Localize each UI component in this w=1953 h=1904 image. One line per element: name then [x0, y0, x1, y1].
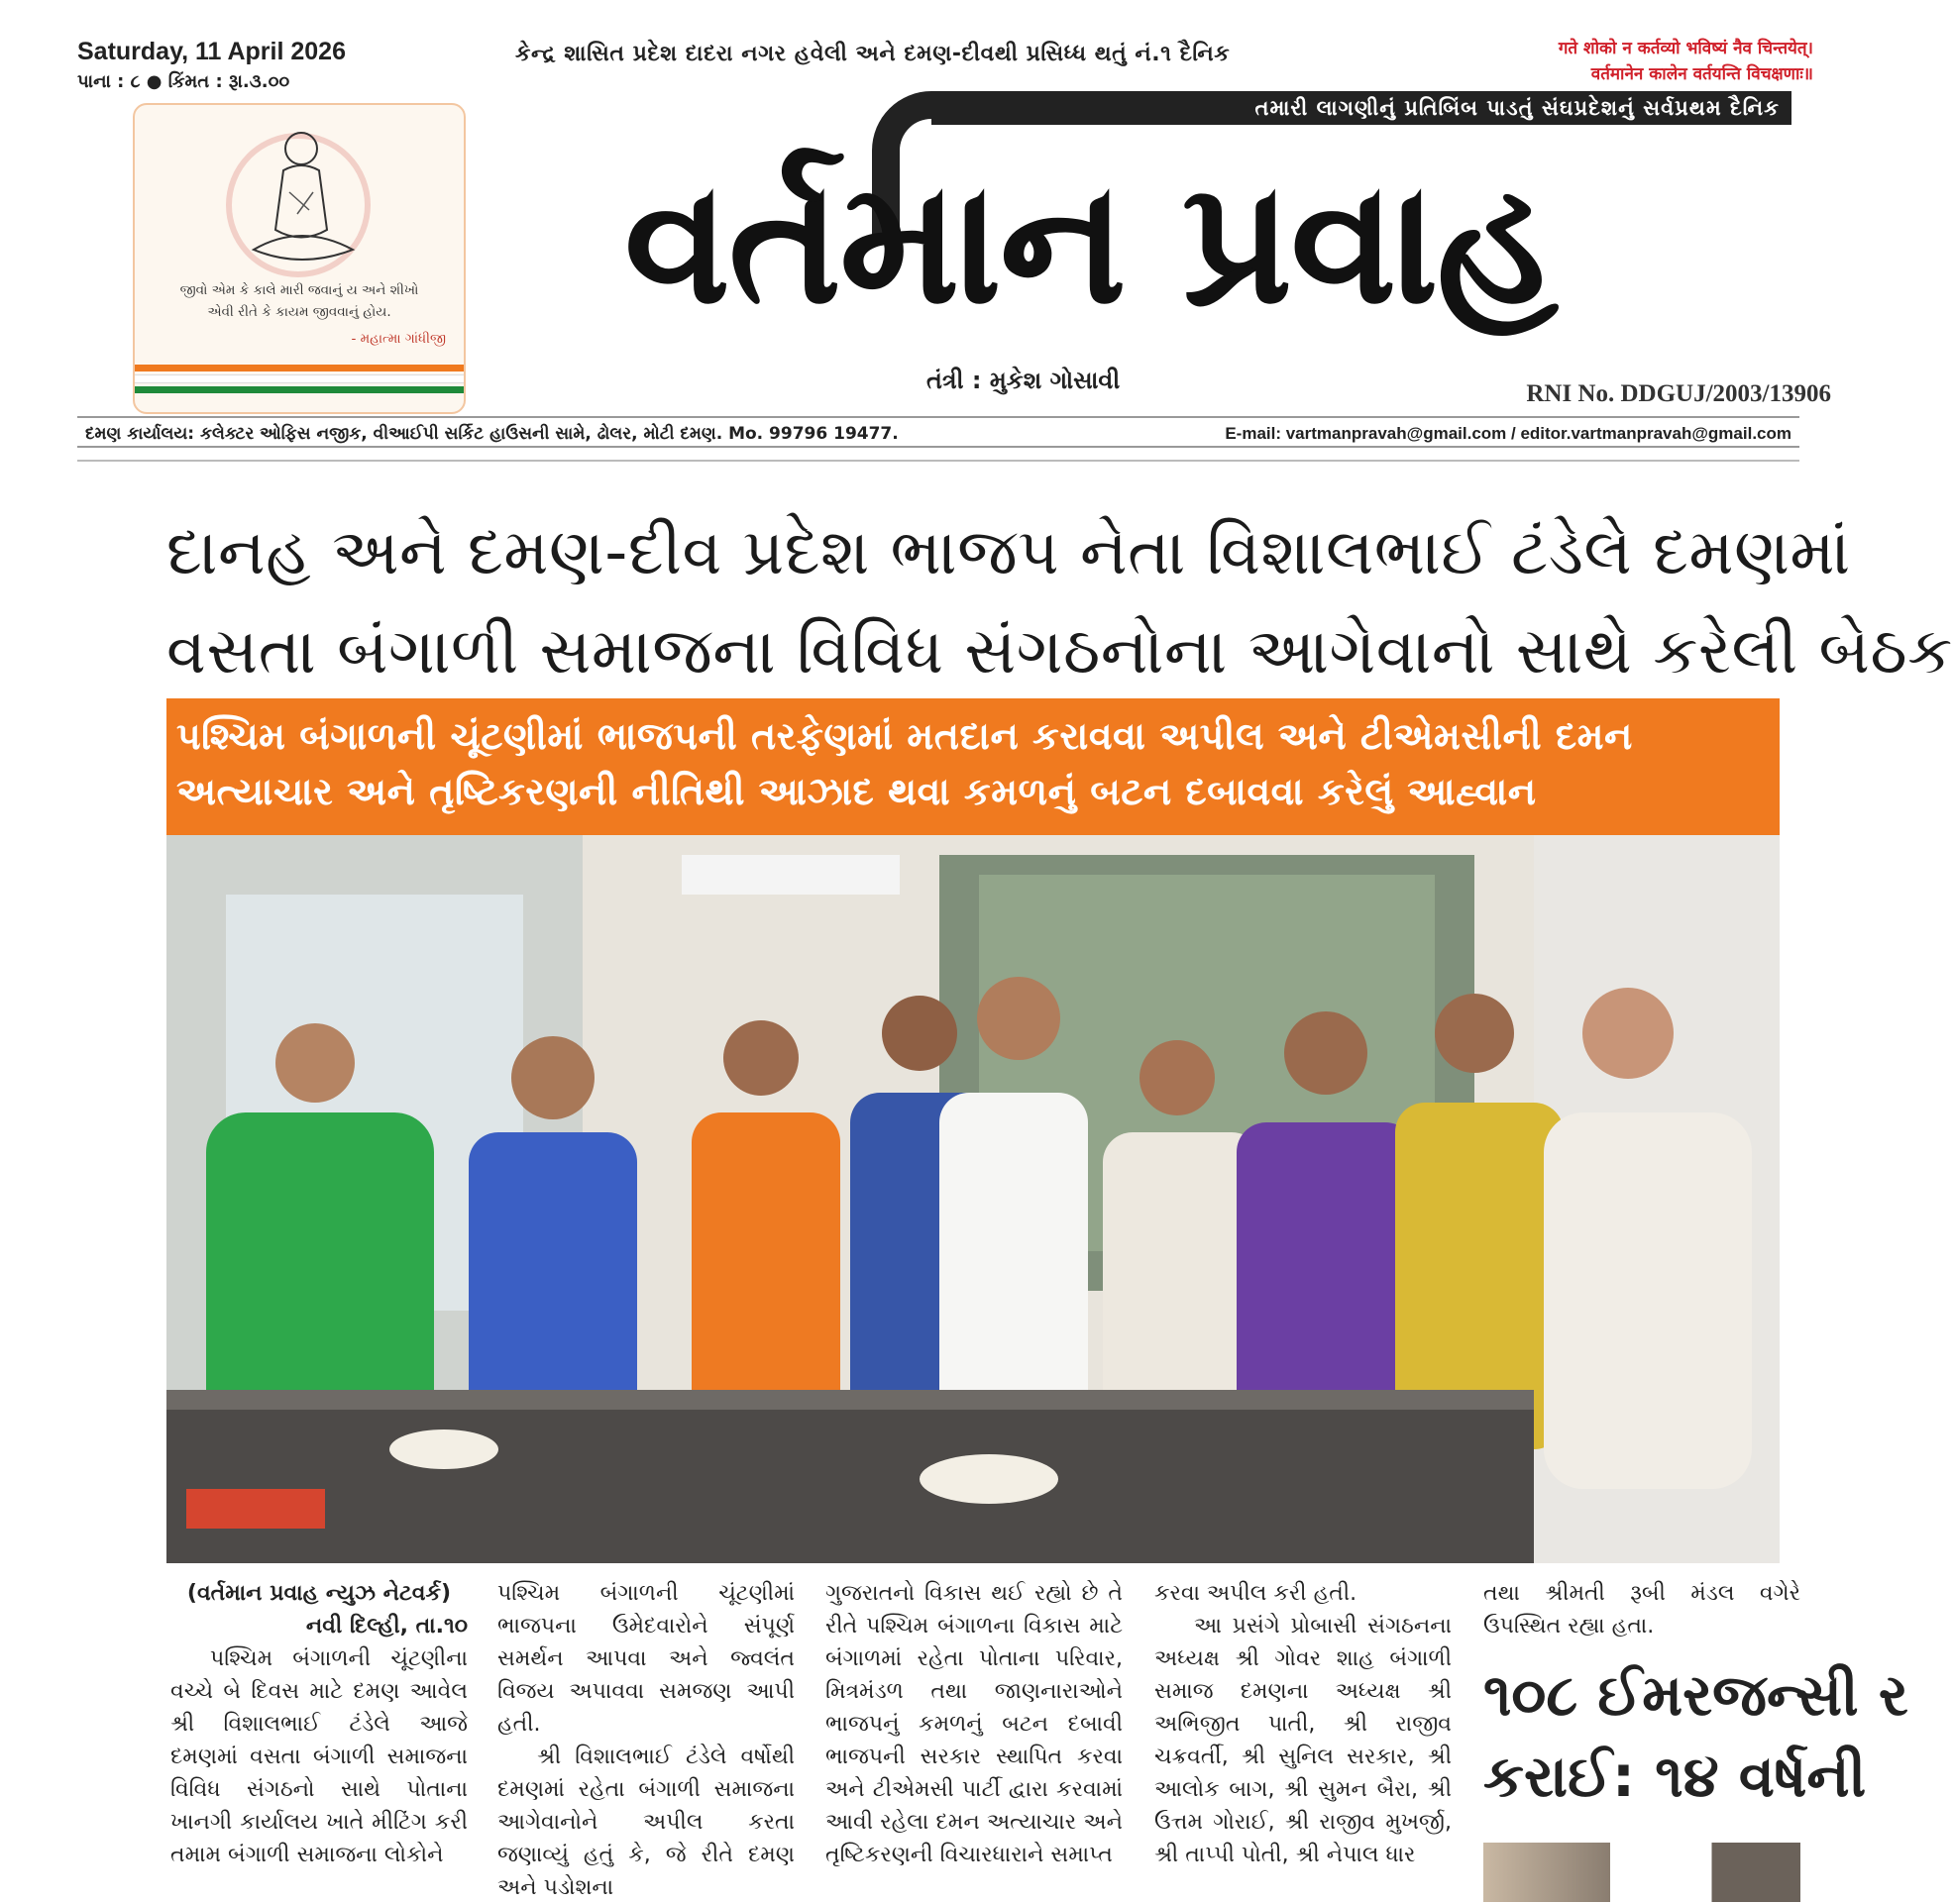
article-column-1	[170, 1577, 468, 1871]
next-story-teaser[interactable]	[1483, 1654, 1908, 1817]
headline-line-1: દાનહ અને દમણ-દીવ પ્રદેશ ભાજપ નેતા વિશાલભાઈ ટંડેલે દમણમાં	[166, 516, 1851, 589]
headline-line-2: વસતા બંગાળી સમાજના વિવિધ સંગઠનોના આગેવાનો સાથે કરેલી બેઠક	[166, 615, 1953, 688]
article-column-3	[825, 1577, 1123, 1871]
article-column-4	[1154, 1577, 1452, 1871]
gandhi-sketch-icon	[214, 111, 382, 279]
sanskrit-verse	[1559, 36, 1813, 87]
subheadline-line-2: અત્યાચાર અને તૃષ્ટિકરણની નીતિથી આઝાદ થવા કમળનું બટન દબાવવા કરેલું આહ્વાન	[176, 770, 1537, 813]
header-divider	[77, 452, 1799, 462]
article-text: પશ્ચિમ બંગાળની ચૂંટણીમાં ભાજપના ઉમેદવારોને સંપૂર્ણ સમર્થન આપવા અને જ્વલંત વિજય અપાવવા સમજણ આપી હતી.	[497, 1581, 795, 1737]
teaser-photo	[1483, 1843, 1800, 1902]
email-address: E-mail: vartmanpravah@gmail.com / editor.vartmanpravah@gmail.com	[1225, 424, 1791, 443]
sanskrit-line-1: गते शोको न कर्तव्यो भविष्यं नैव चिन्तयेत्।	[1558, 39, 1813, 58]
gandhi-quote-line-2: એવી રીતે કે કાયમ જીવવાનું હોય.	[207, 304, 391, 320]
group-photo	[166, 835, 1780, 1563]
gandhi-attribution: - મહાત્મા ગાંધીજી	[351, 331, 446, 347]
slogan-bar: તમારી લાગણીનું પ્રતિબિંબ પાડતું સંઘપ્રદેશનું સર્વપ્રથમ દૈનિક	[931, 91, 1791, 125]
article-column-2	[497, 1577, 795, 1904]
subheadline-line-1: પશ્ચિમ બંગાળની ચૂંટણીમાં ભાજપની તરફેણમાં મતદાન કરાવવા અપીલ અને ટીએમસીની દમન	[176, 714, 1633, 758]
article-text: ગુજરાતનો વિકાસ થઈ રહ્યો છે તે રીતે પશ્ચિમ બંગાળના વિકાસ માટે બંગાળમાં રહેતા પોતાના પરિવાર, મિત્રમંડળ તથા જાણનારાઓને ભાજપનું કમળનું બટન દબાવી ભાજપની સરકાર સ્થાપિત કરવા અને ટીએમસી પાર્ટી દ્વારા કરવામાં આવી રહેલા દમન અત્યાચાર અને તૃષ્ટિકરણની વિચારધારાને સમાપ્ત	[825, 1581, 1123, 1867]
sanskrit-line-2: वर्तमानेन कालेन वर्तयन्ति विचक्षणाः॥	[1590, 64, 1813, 84]
article-column-5	[1483, 1577, 1800, 1642]
gandhi-quote	[145, 279, 454, 323]
teaser-line-2: કરાઈ: ૧૪ વર્ષની	[1483, 1743, 1867, 1810]
top-tagline: કેન્દ્ર શાસિત પ્રદેશ દાદરા નગર હવેલી અને દમણ-દીવથી પ્રસિધ્ધ થતું નં.૧ દૈનિક	[515, 42, 1231, 66]
tricolor-stripes	[135, 365, 464, 396]
article-text: પશ્ચિમ બંગાળની ચૂંટણીના વચ્ચે બે દિવસ માટે દમણ આવેલ શ્રી વિશાલભાઈ ટંડેલે આજે દમણમાં વસતા બંગાળી સમાજના વિવિધ સંગઠનો સાથે પોતાના ખાનગી કાર્યાલય ખાતે મીટિંગ કરી તમામ બંગાળી સમાજના લોકોને	[170, 1646, 468, 1867]
rni-number: RNI No. DDGUJ/2003/13906	[1526, 380, 1831, 407]
teaser-line-1: ૧૦૮ ઈમરજન્સી ર	[1483, 1661, 1908, 1729]
pages-price: પાના : ૮ ● કિંમત : રૂા.૩.૦૦	[77, 71, 290, 92]
newspaper-masthead: વર્તમાન પ્રવાહ	[624, 143, 1557, 342]
article-text: તથા શ્રીમતી રૂબી મંડલ વગેરે ઉપસ્થિત રહ્યા હતા.	[1483, 1581, 1800, 1639]
article-text: કરવા અપીલ કરી હતી.	[1154, 1581, 1357, 1606]
issue-date: Saturday, 11 April 2026	[77, 38, 346, 65]
article-text: આ પ્રસંગે પ્રોબાસી સંગઠનના અધ્યક્ષ શ્રી ગોવર શાહ બંગાળી સમાજ દમણના અધ્યક્ષ શ્રી અભિજીત પાતી, શ્રી રાજીવ ચક્રવર્તી, શ્રી સુનિલ સરકાર, શ્રી આલોક બાગ, શ્રી સુમન બૈરા, શ્રી ઉત્તમ ગોરાઈ, શ્રી રાજીવ મુખર્જી, શ્રી તાપ્પી પોતી, શ્રી નેપાલ ધાર	[1154, 1614, 1452, 1867]
gandhi-quote-line-1: જીવો એમ કે કાલે મારી જવાનું ય અને શીખો	[179, 282, 419, 298]
subheadline-banner	[166, 698, 1780, 835]
article-text: શ્રી વિશાલભાઈ ટંડેલે વર્ષોથી દમણમાં રહેતા બંગાળી સમાજના આગેવાનોને અપીલ કરતા જણાવ્યું હતું કે, જે રીતે દમણ અને પડોશના	[497, 1745, 795, 1900]
address-bar	[77, 416, 1799, 448]
story-headline	[166, 503, 1953, 701]
gandhi-quote-box	[133, 103, 466, 414]
office-address: દમણ કાર્યાલય: કલેક્ટર ઓફિસ નજીક, વીઆઈપી સર્કિટ હાઉસની સામે, ઢોલર, મોટી દમણ. Mo. 99796 19477.	[85, 424, 899, 444]
dateline: નવી દિલ્હી, તા.૧૦	[305, 1614, 468, 1639]
byline: (વર્તમાન પ્રવાહ ન્યુઝ નેટવર્ક)	[186, 1581, 452, 1606]
editor-name: તંત્રી : મુકેશ ગોસાવી	[926, 367, 1121, 394]
